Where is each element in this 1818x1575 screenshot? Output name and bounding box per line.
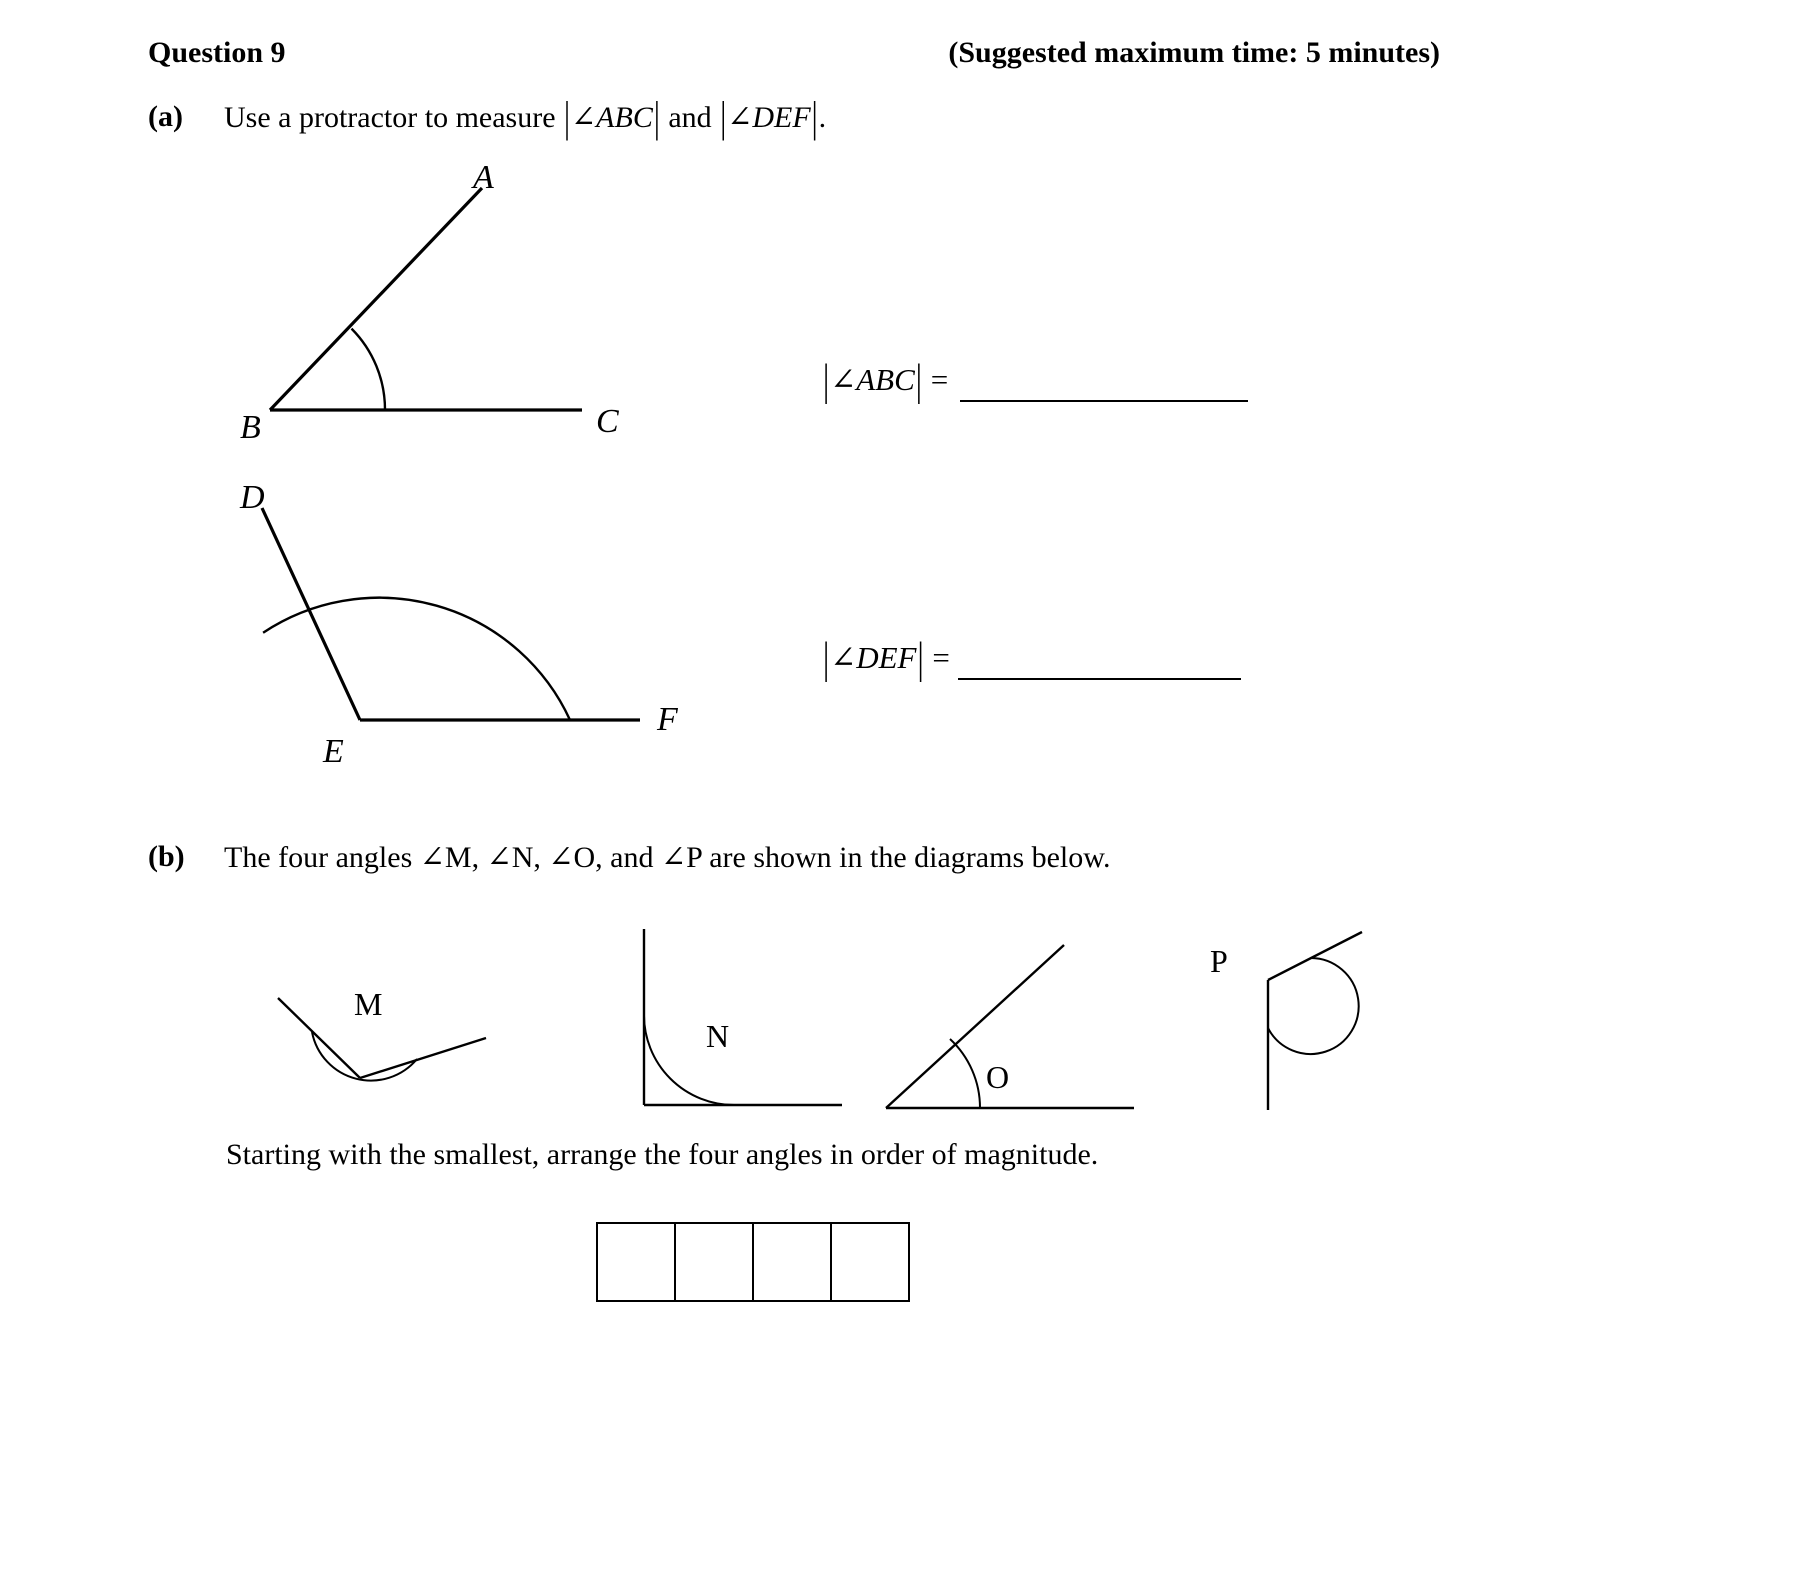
part-a-angle-def: ∠DEF (727, 101, 811, 134)
ray-m-left (278, 998, 360, 1078)
abs-bar-open-3: | (823, 353, 830, 405)
label-o: O (986, 1059, 1010, 1095)
part-b-label: (b) (148, 840, 185, 873)
label-d: D (240, 479, 265, 516)
angle-arc-def (263, 598, 570, 720)
abs-bar-close-3: | (915, 353, 922, 405)
angle-o-diagram (884, 940, 1144, 1115)
label-m: M (354, 986, 383, 1022)
part-b-sentence-1: The four angles ∠M, ∠N, ∠O, and ∠P are shown in the diagrams below. (224, 841, 1111, 874)
angle-n-diagram (630, 925, 870, 1115)
part-a-instruction-prefix: Use a protractor to measure (224, 101, 564, 134)
answer-box-4[interactable] (830, 1222, 910, 1302)
suggested-time-note: (Suggested maximum time: 5 minutes) (948, 36, 1440, 69)
ray-o-diagonal (886, 945, 1064, 1108)
abs-bar-open-2: | (720, 93, 727, 142)
ray-p-diagonal (1268, 932, 1362, 980)
answer-def-input[interactable] (958, 678, 1241, 680)
angle-arc-o (950, 1039, 980, 1108)
abs-bar-open-1: | (564, 93, 571, 142)
part-a-label: (a) (148, 100, 183, 133)
angle-abc-diagram (230, 160, 650, 460)
label-n: N (706, 1018, 730, 1054)
answer-def-label (822, 631, 950, 683)
label-p: P (1210, 943, 1228, 979)
part-b-sentence-2: Starting with the smallest, arrange the four angles in order of magnitude. (226, 1138, 1099, 1171)
label-c: C (596, 403, 619, 440)
part-a-instruction-suffix: . (818, 101, 827, 134)
answer-abc-input[interactable] (960, 400, 1248, 402)
angle-arc-abc (352, 329, 386, 410)
answer-box-1[interactable] (596, 1222, 676, 1302)
abs-bar-close-2: | (811, 93, 818, 142)
answer-abc-label (822, 353, 949, 405)
answer-def-angle: ∠DEF (830, 640, 917, 675)
answer-abc-equals: = (930, 362, 949, 397)
abs-bar-close-1: | (653, 93, 660, 142)
angle-m-diagram (268, 980, 498, 1110)
label-a: A (473, 159, 494, 196)
part-a-conjunction: and (660, 101, 720, 134)
label-b: B (240, 409, 261, 446)
answer-def-equals: = (932, 640, 950, 675)
angle-arc-m (312, 1032, 417, 1081)
ray-m-right (360, 1038, 486, 1078)
answer-abc-angle: ∠ABC (830, 362, 915, 397)
answer-box-2[interactable] (674, 1222, 754, 1302)
ray-ed (262, 508, 360, 720)
label-f: F (657, 701, 678, 738)
abs-bar-close-4: | (917, 631, 924, 683)
answer-boxes (596, 1222, 910, 1302)
abs-bar-open-4: | (823, 631, 830, 683)
angle-p-diagram (1210, 930, 1390, 1120)
part-a-instruction (224, 93, 827, 142)
angle-def-diagram (240, 480, 710, 770)
label-e: E (323, 733, 344, 770)
part-a-angle-abc: ∠ABC (571, 101, 653, 134)
ray-ba (270, 188, 482, 410)
page-title: Question 9 (148, 36, 286, 69)
answer-box-3[interactable] (752, 1222, 832, 1302)
